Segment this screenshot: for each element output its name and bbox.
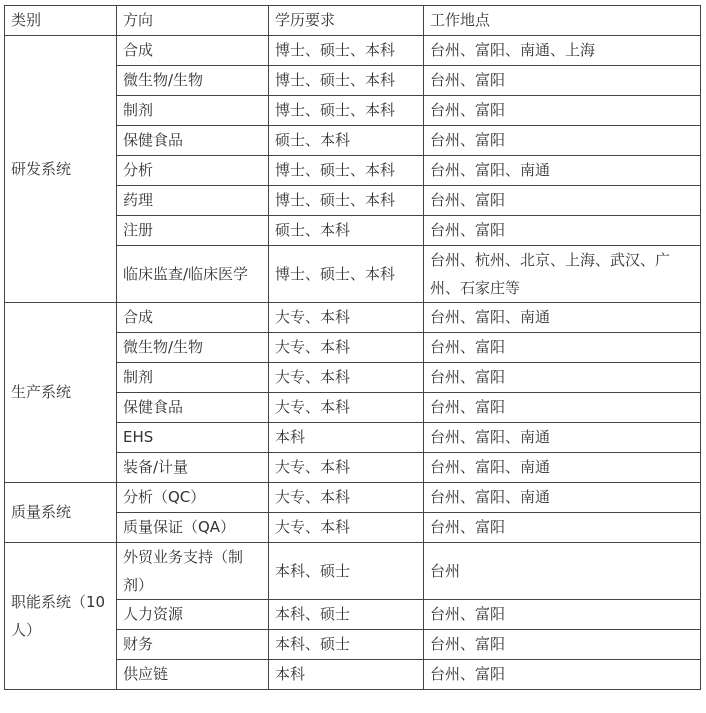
education-cell: 本科、硕士 [269,600,424,630]
location-cell: 台州、富阳 [424,96,701,126]
location-cell: 台州、富阳 [424,186,701,216]
education-cell: 本科、硕士 [269,630,424,660]
table-row [5,36,701,66]
education-cell: 博士、硕士、本科 [269,36,424,66]
direction-cell: 外贸业务支持（制剂） [117,543,269,600]
education-cell: 博士、硕士、本科 [269,186,424,216]
direction-cell: 供应链 [117,660,269,690]
table-row [5,483,701,513]
location-cell: 台州、富阳 [424,630,701,660]
table-row [5,543,701,600]
education-cell: 本科 [269,423,424,453]
header-row [5,6,701,36]
education-cell: 大专、本科 [269,483,424,513]
location-cell: 台州、杭州、北京、上海、武汉、广州、石家庄等 [424,246,701,303]
location-cell: 台州、富阳 [424,126,701,156]
location-cell: 台州、富阳 [424,600,701,630]
location-cell: 台州、富阳 [424,333,701,363]
direction-cell: 药理 [117,186,269,216]
category-cell: 质量系统 [5,483,117,543]
direction-cell: 装备/计量 [117,453,269,483]
education-cell: 大专、本科 [269,333,424,363]
direction-cell: 临床监查/临床医学 [117,246,269,303]
category-cell: 职能系统（10人） [5,543,117,690]
education-cell: 大专、本科 [269,303,424,333]
direction-cell: 微生物/生物 [117,333,269,363]
education-cell: 大专、本科 [269,363,424,393]
recruitment-table [4,5,701,690]
location-cell: 台州、富阳、南通、上海 [424,36,701,66]
direction-cell: 保健食品 [117,126,269,156]
education-cell: 博士、硕士、本科 [269,246,424,303]
education-cell: 本科、硕士 [269,543,424,600]
header-category: 类别 [5,6,117,36]
location-cell: 台州、富阳、南通 [424,483,701,513]
category-cell: 研发系统 [5,36,117,303]
education-cell: 硕士、本科 [269,216,424,246]
direction-cell: 微生物/生物 [117,66,269,96]
location-cell: 台州、富阳 [424,363,701,393]
education-cell: 博士、硕士、本科 [269,156,424,186]
direction-cell: 质量保证（QA） [117,513,269,543]
education-cell: 大专、本科 [269,453,424,483]
table-row [5,303,701,333]
header-location: 工作地点 [424,6,701,36]
location-cell: 台州、富阳 [424,660,701,690]
location-cell: 台州 [424,543,701,600]
education-cell: 本科 [269,660,424,690]
education-cell: 大专、本科 [269,513,424,543]
location-cell: 台州、富阳、南通 [424,156,701,186]
location-cell: 台州、富阳 [424,66,701,96]
location-cell: 台州、富阳、南通 [424,453,701,483]
header-education: 学历要求 [269,6,424,36]
table-body [5,6,701,690]
direction-cell: 保健食品 [117,393,269,423]
education-cell: 硕士、本科 [269,126,424,156]
direction-cell: 合成 [117,36,269,66]
direction-cell: 财务 [117,630,269,660]
direction-cell: 注册 [117,216,269,246]
education-cell: 博士、硕士、本科 [269,96,424,126]
location-cell: 台州、富阳 [424,216,701,246]
header-direction: 方向 [117,6,269,36]
direction-cell: 分析（QC） [117,483,269,513]
direction-cell: 制剂 [117,363,269,393]
location-cell: 台州、富阳 [424,513,701,543]
direction-cell: 制剂 [117,96,269,126]
location-cell: 台州、富阳、南通 [424,303,701,333]
location-cell: 台州、富阳 [424,393,701,423]
education-cell: 大专、本科 [269,393,424,423]
direction-cell: EHS [117,423,269,453]
category-cell: 生产系统 [5,303,117,483]
direction-cell: 人力资源 [117,600,269,630]
direction-cell: 合成 [117,303,269,333]
education-cell: 博士、硕士、本科 [269,66,424,96]
direction-cell: 分析 [117,156,269,186]
location-cell: 台州、富阳、南通 [424,423,701,453]
